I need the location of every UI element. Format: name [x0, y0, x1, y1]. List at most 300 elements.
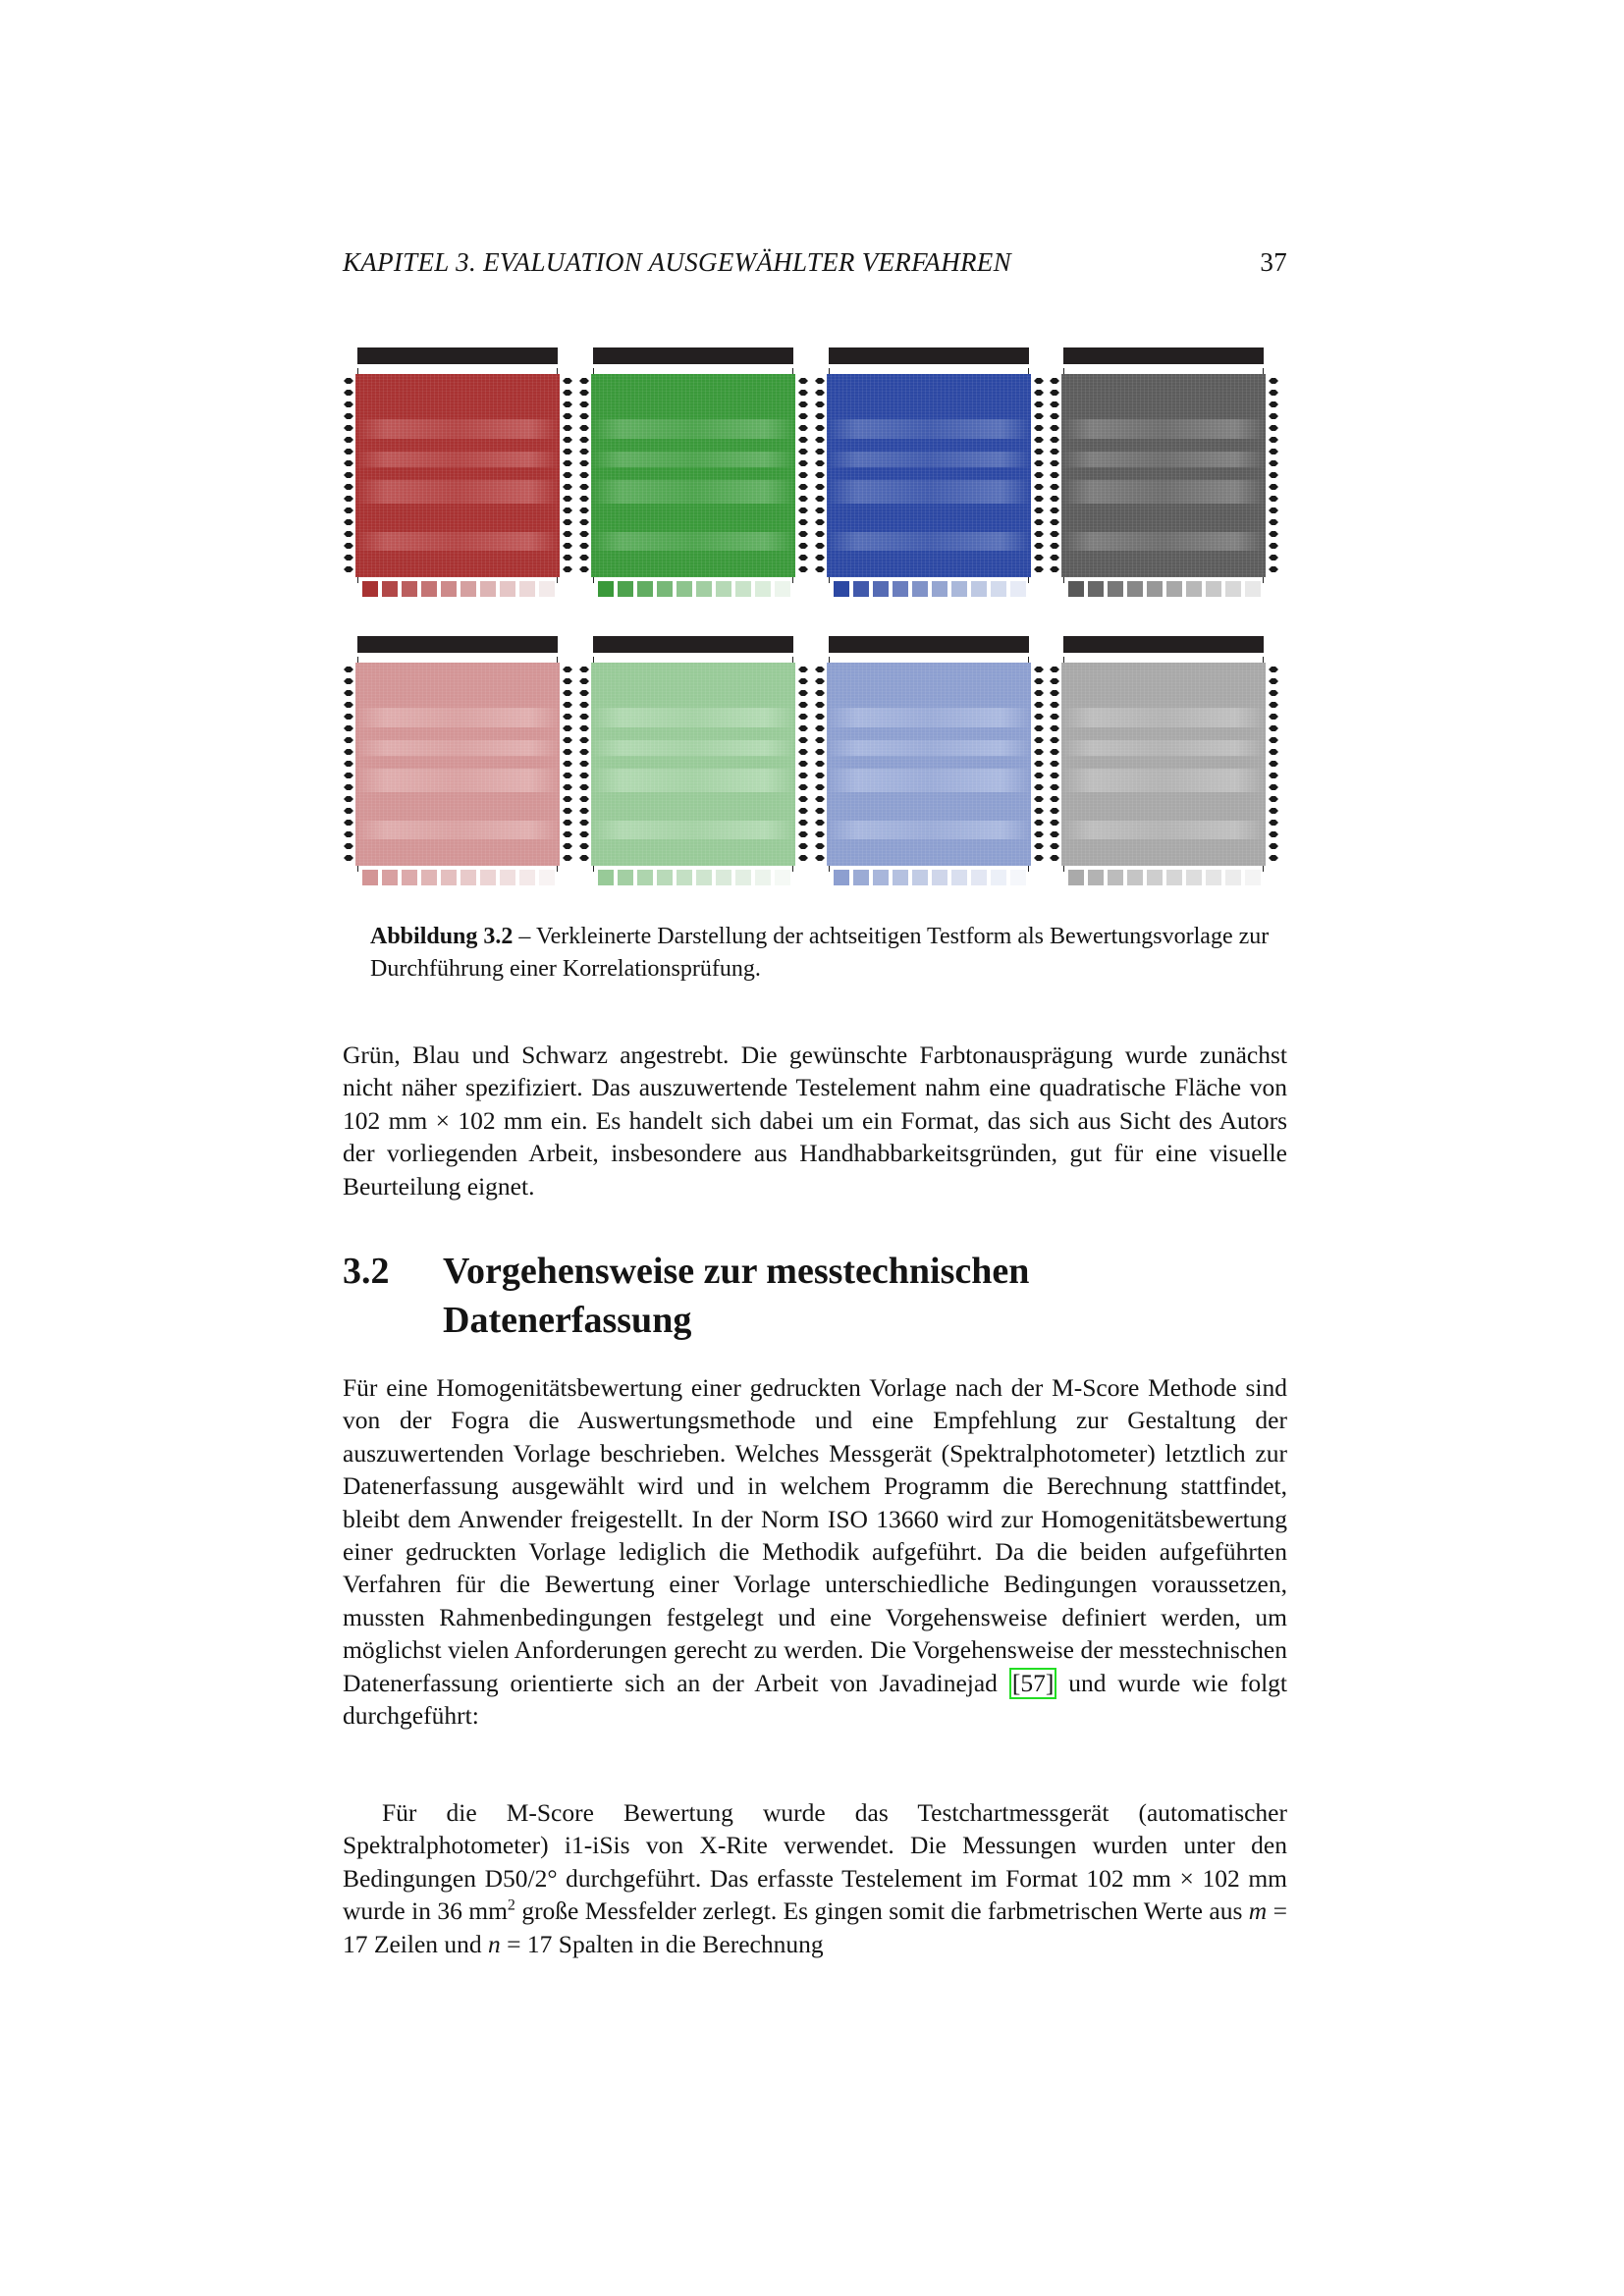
diamond-marker-icon [1269, 543, 1278, 549]
diamond-marker-icon [344, 725, 353, 731]
citation-link[interactable]: [57] [1009, 1668, 1056, 1699]
diamond-marker-icon [579, 855, 589, 861]
swatch [441, 581, 457, 597]
diamond-marker-icon [815, 843, 825, 849]
color-patch [827, 663, 1031, 866]
paragraph-1 [343, 1039, 1287, 1202]
diamond-marker-icon [815, 678, 825, 684]
diamond-marker-icon [1050, 843, 1059, 849]
diamond-marker-icon [1269, 425, 1278, 431]
black-bar [829, 347, 1029, 364]
swatch [519, 870, 535, 885]
swatch [1010, 870, 1026, 885]
diamond-marker-icon [344, 714, 353, 720]
diamond-marker-icon [563, 773, 572, 778]
paragraph-2-text-end: und wurde wie folgt durchgeführt: [343, 1668, 1287, 1731]
swatch [1108, 870, 1123, 885]
black-bar [593, 636, 793, 653]
swatch [755, 870, 771, 885]
black-bar [357, 347, 558, 364]
swatch [1147, 581, 1163, 597]
diamond-marker-icon [1269, 678, 1278, 684]
swatch [1186, 870, 1202, 885]
diamond-marker-icon [1034, 820, 1044, 826]
swatch [1088, 870, 1104, 885]
diamond-marker-icon [1050, 725, 1059, 731]
crop-mark [1263, 866, 1264, 872]
diamond-marker-icon [344, 690, 353, 696]
crop-mark [593, 657, 594, 663]
diamond-marker-icon [1034, 773, 1044, 778]
diamond-marker-icon [563, 460, 572, 466]
diamond-marker-icon [579, 519, 589, 525]
swatch [637, 870, 653, 885]
black-bar [357, 636, 558, 653]
diamond-marker-icon [1050, 437, 1059, 443]
diamond-marker-icon [798, 460, 808, 466]
diamond-marker-icon [1034, 667, 1044, 672]
diamond-marker-icon [563, 449, 572, 454]
diamond-marker-icon [815, 413, 825, 419]
diamond-marker-icon [579, 749, 589, 755]
diamond-marker-icon [798, 519, 808, 525]
diamond-marker-icon [798, 484, 808, 490]
diamond-marker-icon [1034, 690, 1044, 696]
diamond-marker-icon [563, 690, 572, 696]
swatch [1206, 870, 1221, 885]
crop-mark [1028, 866, 1029, 872]
registration-markers [577, 663, 591, 866]
diamond-marker-icon [579, 425, 589, 431]
diamond-marker-icon [344, 531, 353, 537]
diamond-marker-icon [1034, 413, 1044, 419]
crop-mark [357, 866, 358, 872]
crop-mark [792, 657, 793, 663]
diamond-marker-icon [1034, 390, 1044, 396]
diamond-marker-icon [579, 390, 589, 396]
registration-markers [1048, 374, 1061, 577]
crop-mark [1063, 866, 1064, 872]
testform-panel-red-light [355, 622, 560, 897]
swatch [421, 581, 437, 597]
diamond-marker-icon [563, 437, 572, 443]
diamond-marker-icon [1269, 725, 1278, 731]
crop-mark [792, 368, 793, 374]
black-bar [1063, 347, 1264, 364]
diamond-marker-icon [1269, 737, 1278, 743]
diamond-marker-icon [1050, 378, 1059, 384]
diamond-marker-icon [1050, 714, 1059, 720]
texture [827, 374, 1031, 577]
diamond-marker-icon [579, 472, 589, 478]
diamond-marker-icon [815, 378, 825, 384]
registration-markers [813, 374, 827, 577]
diamond-marker-icon [1050, 820, 1059, 826]
registration-markers [561, 663, 574, 866]
diamond-marker-icon [815, 472, 825, 478]
diamond-marker-icon [1034, 761, 1044, 767]
diamond-marker-icon [563, 678, 572, 684]
diamond-marker-icon [579, 378, 589, 384]
diamond-marker-icon [798, 831, 808, 837]
diamond-marker-icon [1034, 472, 1044, 478]
diamond-marker-icon [579, 808, 589, 814]
swatch [696, 581, 712, 597]
diamond-marker-icon [563, 796, 572, 802]
diamond-marker-icon [563, 555, 572, 561]
diamond-marker-icon [344, 667, 353, 672]
diamond-marker-icon [798, 737, 808, 743]
diamond-marker-icon [344, 843, 353, 849]
diamond-marker-icon [563, 566, 572, 572]
diamond-marker-icon [1269, 690, 1278, 696]
diamond-marker-icon [579, 690, 589, 696]
diamond-marker-icon [1034, 796, 1044, 802]
color-patch [827, 374, 1031, 577]
swatch [1127, 870, 1143, 885]
diamond-marker-icon [1034, 496, 1044, 502]
diamond-marker-icon [815, 714, 825, 720]
diamond-marker-icon [344, 543, 353, 549]
diamond-marker-icon [1050, 496, 1059, 502]
swatch [1166, 870, 1182, 885]
diamond-marker-icon [1269, 555, 1278, 561]
diamond-marker-icon [1034, 737, 1044, 743]
diamond-marker-icon [344, 390, 353, 396]
swatch [834, 581, 849, 597]
diamond-marker-icon [579, 566, 589, 572]
superscript: 2 [507, 1896, 515, 1914]
swatch [402, 581, 417, 597]
swatch [362, 581, 378, 597]
tone-swatches [1068, 581, 1261, 597]
diamond-marker-icon [1269, 808, 1278, 814]
diamond-marker-icon [798, 531, 808, 537]
swatch [637, 581, 653, 597]
diamond-marker-icon [1034, 437, 1044, 443]
diamond-marker-icon [563, 425, 572, 431]
swatch [853, 581, 869, 597]
registration-markers [1032, 663, 1046, 866]
diamond-marker-icon [1050, 566, 1059, 572]
diamond-marker-icon [563, 784, 572, 790]
diamond-marker-icon [1034, 843, 1044, 849]
registration-markers [561, 374, 574, 577]
diamond-marker-icon [1269, 831, 1278, 837]
diamond-marker-icon [1050, 761, 1059, 767]
math-var-n: n [488, 1929, 501, 1958]
swatch [539, 870, 555, 885]
diamond-marker-icon [1034, 784, 1044, 790]
diamond-marker-icon [798, 773, 808, 778]
diamond-marker-icon [1269, 413, 1278, 419]
swatch [893, 581, 908, 597]
swatch [971, 581, 987, 597]
section-number: 3.2 [343, 1251, 390, 1292]
texture [827, 663, 1031, 866]
diamond-marker-icon [563, 413, 572, 419]
diamond-marker-icon [815, 543, 825, 549]
diamond-marker-icon [798, 690, 808, 696]
diamond-marker-icon [579, 725, 589, 731]
crop-mark [1028, 577, 1029, 583]
diamond-marker-icon [815, 484, 825, 490]
testform-panel-blue-light [827, 622, 1031, 897]
diamond-marker-icon [798, 437, 808, 443]
diamond-marker-icon [815, 784, 825, 790]
diamond-marker-icon [1050, 784, 1059, 790]
diamond-marker-icon [1269, 667, 1278, 672]
diamond-marker-icon [344, 460, 353, 466]
diamond-marker-icon [815, 773, 825, 778]
swatch [951, 870, 967, 885]
diamond-marker-icon [798, 808, 808, 814]
paragraph-3-text-b: große Messfelder zerlegt. Es gingen somit die farbmetrischen Werte aus [514, 1896, 1249, 1926]
diamond-marker-icon [1050, 519, 1059, 525]
diamond-marker-icon [1269, 531, 1278, 537]
diamond-marker-icon [1050, 678, 1059, 684]
diamond-marker-icon [563, 749, 572, 755]
testform-panel-blue [827, 334, 1031, 609]
swatch [677, 870, 692, 885]
diamond-marker-icon [579, 773, 589, 778]
diamond-marker-icon [1269, 855, 1278, 861]
swatch [480, 581, 496, 597]
swatch [1068, 581, 1084, 597]
diamond-marker-icon [815, 460, 825, 466]
diamond-marker-icon [1269, 496, 1278, 502]
diamond-marker-icon [798, 784, 808, 790]
diamond-marker-icon [563, 855, 572, 861]
diamond-marker-icon [1269, 401, 1278, 407]
diamond-marker-icon [579, 449, 589, 454]
color-patch [355, 663, 560, 866]
diamond-marker-icon [1269, 566, 1278, 572]
diamond-marker-icon [344, 566, 353, 572]
swatch [1147, 870, 1163, 885]
texture [1061, 374, 1266, 577]
diamond-marker-icon [563, 714, 572, 720]
diamond-marker-icon [815, 449, 825, 454]
diamond-marker-icon [798, 566, 808, 572]
diamond-marker-icon [798, 820, 808, 826]
diamond-marker-icon [579, 496, 589, 502]
registration-markers [1048, 663, 1061, 866]
diamond-marker-icon [1050, 531, 1059, 537]
tone-swatches [834, 870, 1026, 885]
swatch [873, 870, 889, 885]
diamond-marker-icon [1269, 484, 1278, 490]
diamond-marker-icon [1034, 702, 1044, 708]
diamond-marker-icon [1050, 507, 1059, 513]
crop-mark [557, 657, 558, 663]
diamond-marker-icon [1269, 784, 1278, 790]
crop-mark [792, 577, 793, 583]
diamond-marker-icon [344, 784, 353, 790]
swatch [735, 870, 751, 885]
registration-markers [796, 663, 810, 866]
swatch [677, 581, 692, 597]
swatch [441, 870, 457, 885]
diamond-marker-icon [1034, 378, 1044, 384]
diamond-marker-icon [344, 702, 353, 708]
swatch [873, 581, 889, 597]
swatch [1206, 581, 1221, 597]
swatch [775, 581, 790, 597]
paragraph-1-text: Grün, Blau und Schwarz angestrebt. Die gewünschte Farbtonausprägung wurde zunächst nicht näher spezifiziert. Das auszuwertende Testelement nahm eine quadratische Fläche von 102 mm × 102 mm ein. Es handelt sich dabei um ein Format, das sich aus Sicht des Autors der vorliegenden Arbeit, insbesondere aus Handhabbarkeitsgründen, gut für eine visuelle Beurteilung eignet. [343, 1041, 1287, 1201]
diamond-marker-icon [1269, 796, 1278, 802]
diamond-marker-icon [1050, 401, 1059, 407]
crop-mark [829, 657, 830, 663]
diamond-marker-icon [563, 531, 572, 537]
diamond-marker-icon [815, 702, 825, 708]
swatch [1166, 581, 1182, 597]
diamond-marker-icon [1269, 390, 1278, 396]
crop-mark [593, 866, 594, 872]
swatch [598, 581, 614, 597]
diamond-marker-icon [798, 555, 808, 561]
diamond-marker-icon [1269, 437, 1278, 443]
diamond-marker-icon [344, 855, 353, 861]
swatch [912, 870, 928, 885]
diamond-marker-icon [798, 413, 808, 419]
diamond-marker-icon [563, 390, 572, 396]
testform-panel-green-light [591, 622, 795, 897]
swatch [991, 870, 1006, 885]
diamond-marker-icon [563, 519, 572, 525]
diamond-marker-icon [579, 796, 589, 802]
swatch [834, 870, 849, 885]
black-bar [593, 347, 793, 364]
crop-mark [557, 866, 558, 872]
diamond-marker-icon [1034, 401, 1044, 407]
paragraph-3-text-d: = 17 Spalten in die Berechnung [500, 1929, 824, 1958]
diamond-marker-icon [815, 519, 825, 525]
texture [355, 374, 560, 577]
crop-mark [792, 866, 793, 872]
registration-markers [1032, 374, 1046, 577]
diamond-marker-icon [1269, 507, 1278, 513]
diamond-marker-icon [344, 796, 353, 802]
crop-mark [1028, 368, 1029, 374]
swatch [618, 581, 633, 597]
swatch [893, 870, 908, 885]
diamond-marker-icon [798, 472, 808, 478]
color-patch [355, 374, 560, 577]
swatch [539, 581, 555, 597]
diamond-marker-icon [344, 472, 353, 478]
swatch [716, 581, 731, 597]
testform-panel-black [1061, 334, 1266, 609]
diamond-marker-icon [344, 437, 353, 443]
diamond-marker-icon [815, 390, 825, 396]
crop-mark [593, 368, 594, 374]
diamond-marker-icon [563, 378, 572, 384]
testform-panel-red [355, 334, 560, 609]
swatch [755, 581, 771, 597]
diamond-marker-icon [1034, 725, 1044, 731]
texture [355, 663, 560, 866]
swatch [1108, 581, 1123, 597]
registration-markers [342, 663, 355, 866]
diamond-marker-icon [1269, 519, 1278, 525]
diamond-marker-icon [815, 737, 825, 743]
tone-swatches [598, 581, 790, 597]
diamond-marker-icon [798, 796, 808, 802]
swatch [971, 870, 987, 885]
registration-markers [342, 374, 355, 577]
swatch [402, 870, 417, 885]
registration-markers [577, 374, 591, 577]
diamond-marker-icon [798, 507, 808, 513]
diamond-marker-icon [579, 460, 589, 466]
texture [591, 374, 795, 577]
swatch [1010, 581, 1026, 597]
swatch [421, 870, 437, 885]
crop-mark [357, 577, 358, 583]
diamond-marker-icon [344, 425, 353, 431]
diamond-marker-icon [344, 678, 353, 684]
diamond-marker-icon [815, 761, 825, 767]
color-patch [591, 663, 795, 866]
diamond-marker-icon [1050, 749, 1059, 755]
diamond-marker-icon [579, 413, 589, 419]
crop-mark [1063, 657, 1064, 663]
diamond-marker-icon [1269, 702, 1278, 708]
diamond-marker-icon [798, 761, 808, 767]
diamond-marker-icon [798, 390, 808, 396]
swatch [362, 870, 378, 885]
math-var-m: m [1248, 1896, 1268, 1926]
diamond-marker-icon [1269, 378, 1278, 384]
swatch [1225, 870, 1241, 885]
crop-mark [1028, 657, 1029, 663]
chapter-title: KAPITEL 3. EVALUATION AUSGEWÄHLTER VERFAHREN [343, 247, 1011, 277]
diamond-marker-icon [815, 507, 825, 513]
tone-swatches [362, 581, 555, 597]
diamond-marker-icon [1034, 460, 1044, 466]
diamond-marker-icon [344, 808, 353, 814]
diamond-marker-icon [1269, 773, 1278, 778]
swatch [1225, 581, 1241, 597]
diamond-marker-icon [344, 737, 353, 743]
diamond-marker-icon [1034, 714, 1044, 720]
swatch [775, 870, 790, 885]
diamond-marker-icon [1050, 425, 1059, 431]
registration-markers [1267, 374, 1280, 577]
diamond-marker-icon [815, 496, 825, 502]
swatch [1245, 870, 1261, 885]
diamond-marker-icon [815, 808, 825, 814]
diamond-marker-icon [344, 831, 353, 837]
diamond-marker-icon [344, 449, 353, 454]
diamond-marker-icon [563, 761, 572, 767]
tone-swatches [362, 870, 555, 885]
crop-mark [1263, 657, 1264, 663]
swatch [1245, 581, 1261, 597]
diamond-marker-icon [1050, 449, 1059, 454]
tone-swatches [598, 870, 790, 885]
diamond-marker-icon [798, 843, 808, 849]
diamond-marker-icon [344, 401, 353, 407]
diamond-marker-icon [563, 820, 572, 826]
page-number: 37 [1260, 247, 1287, 277]
running-head [343, 247, 1287, 281]
diamond-marker-icon [579, 401, 589, 407]
crop-mark [1263, 577, 1264, 583]
diamond-marker-icon [579, 843, 589, 849]
crop-mark [829, 577, 830, 583]
